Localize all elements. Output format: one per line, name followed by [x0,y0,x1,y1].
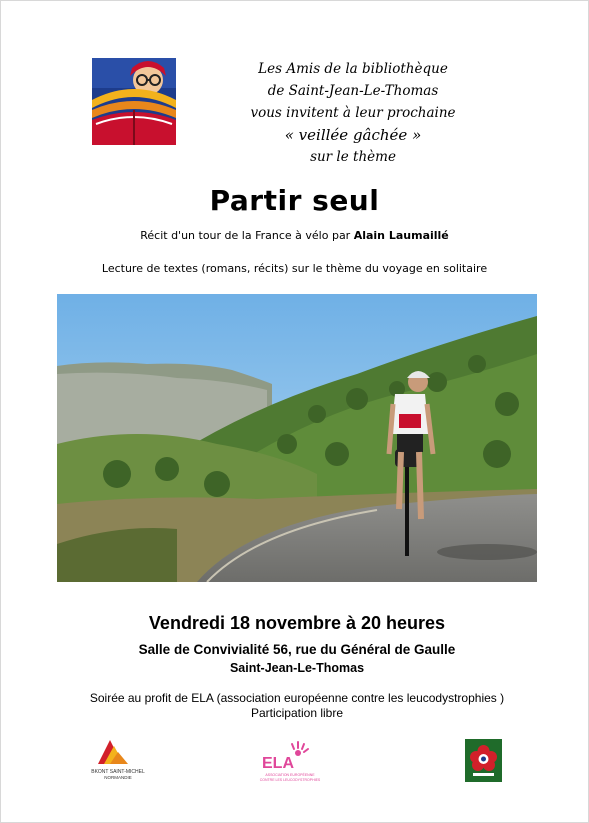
author-name: Alain Laumaillé [353,229,449,242]
invitation-line-2: de Saint-Jean-Le-Thomas [267,83,439,99]
event-subtitle [0,229,589,242]
ela-logo-line-2: CONTRE LES LEUCODYSTROPHIES [259,778,321,782]
event-town: Saint-Jean-Le-Thomas [229,661,365,675]
invitation-line-3: vous invitent à leur prochaine [250,105,456,121]
mont-logo-line-1: BKONT SAINT-MICHEL [91,769,145,775]
venue-address: 56, rue du Général de Gaulle [273,642,456,657]
event-date: Vendredi 18 novembre à 20 heures [148,613,446,633]
mont-saint-michel-logo-icon [88,738,148,783]
benefit-info [0,691,589,721]
participation-text: Participation libre [250,706,344,720]
event-title: Partir seul [209,184,380,217]
mont-logo-line-2: NORMANDIE [104,775,132,780]
invitation-line-5: sur le thème [310,149,396,165]
venue-name: Salle de Convivialité [138,642,270,657]
subtitle-prefix: Récit d'un tour de la France à vélo par [140,229,351,242]
event-venue [0,642,589,657]
cyclist-photo [57,294,537,582]
ela-logo-line-1: ASSOCIATION EUROPÉENNE [265,773,315,777]
flower-logo-icon [465,739,502,782]
invitation-text [240,58,466,168]
readings-description: Lecture de textes (romans, récits) sur le thème du voyage en solitaire [101,262,488,275]
invitation-line-1: Les Amis de la bibliothèque [258,61,448,77]
library-book-logo-icon [92,58,176,145]
invitation-line-4: « veillée gâchée » [284,126,422,144]
ela-logo-icon [258,738,322,783]
ela-logo-name: ELA [262,755,294,772]
benefit-text: Soirée au profit de ELA (association européenne contre les leucodystrophies ) [89,691,505,705]
